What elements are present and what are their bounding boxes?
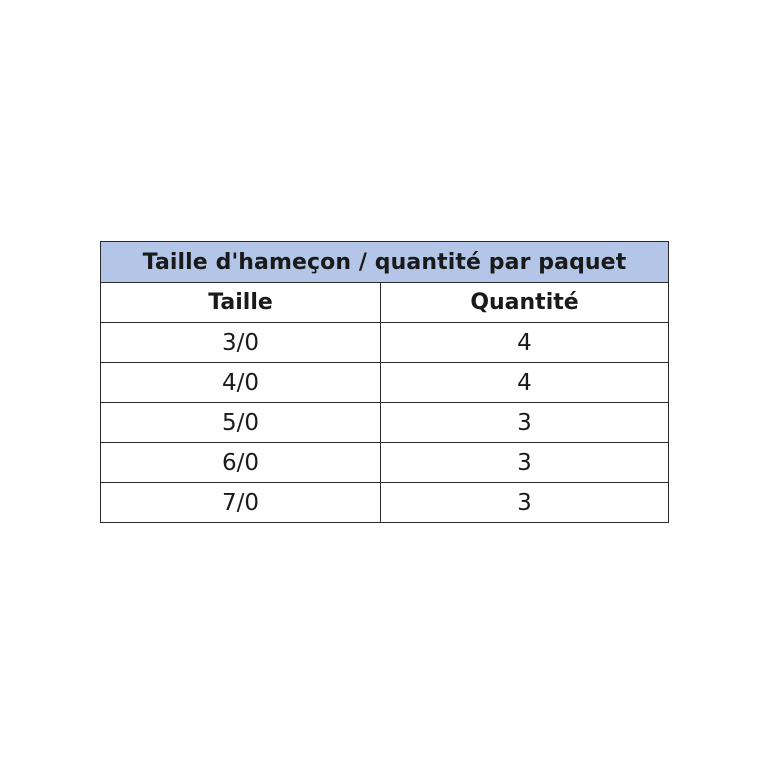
table-row xyxy=(101,363,669,403)
table-row xyxy=(101,443,669,483)
table-title: Taille d'hameçon / quantité par paquet xyxy=(101,242,669,283)
cell-size: 4/0 xyxy=(101,363,381,403)
cell-size: 7/0 xyxy=(101,483,381,523)
header-quantity: Quantité xyxy=(381,283,669,323)
cell-size: 3/0 xyxy=(101,323,381,363)
table-header-row xyxy=(101,283,669,323)
cell-quantity: 4 xyxy=(381,363,669,403)
header-size: Taille xyxy=(101,283,381,323)
table-row xyxy=(101,323,669,363)
table-row xyxy=(101,483,669,523)
cell-size: 6/0 xyxy=(101,443,381,483)
table-row xyxy=(101,403,669,443)
hook-size-table xyxy=(100,241,669,523)
table-title-row xyxy=(101,242,669,283)
cell-size: 5/0 xyxy=(101,403,381,443)
cell-quantity: 3 xyxy=(381,483,669,523)
cell-quantity: 3 xyxy=(381,403,669,443)
cell-quantity: 4 xyxy=(381,323,669,363)
cell-quantity: 3 xyxy=(381,443,669,483)
